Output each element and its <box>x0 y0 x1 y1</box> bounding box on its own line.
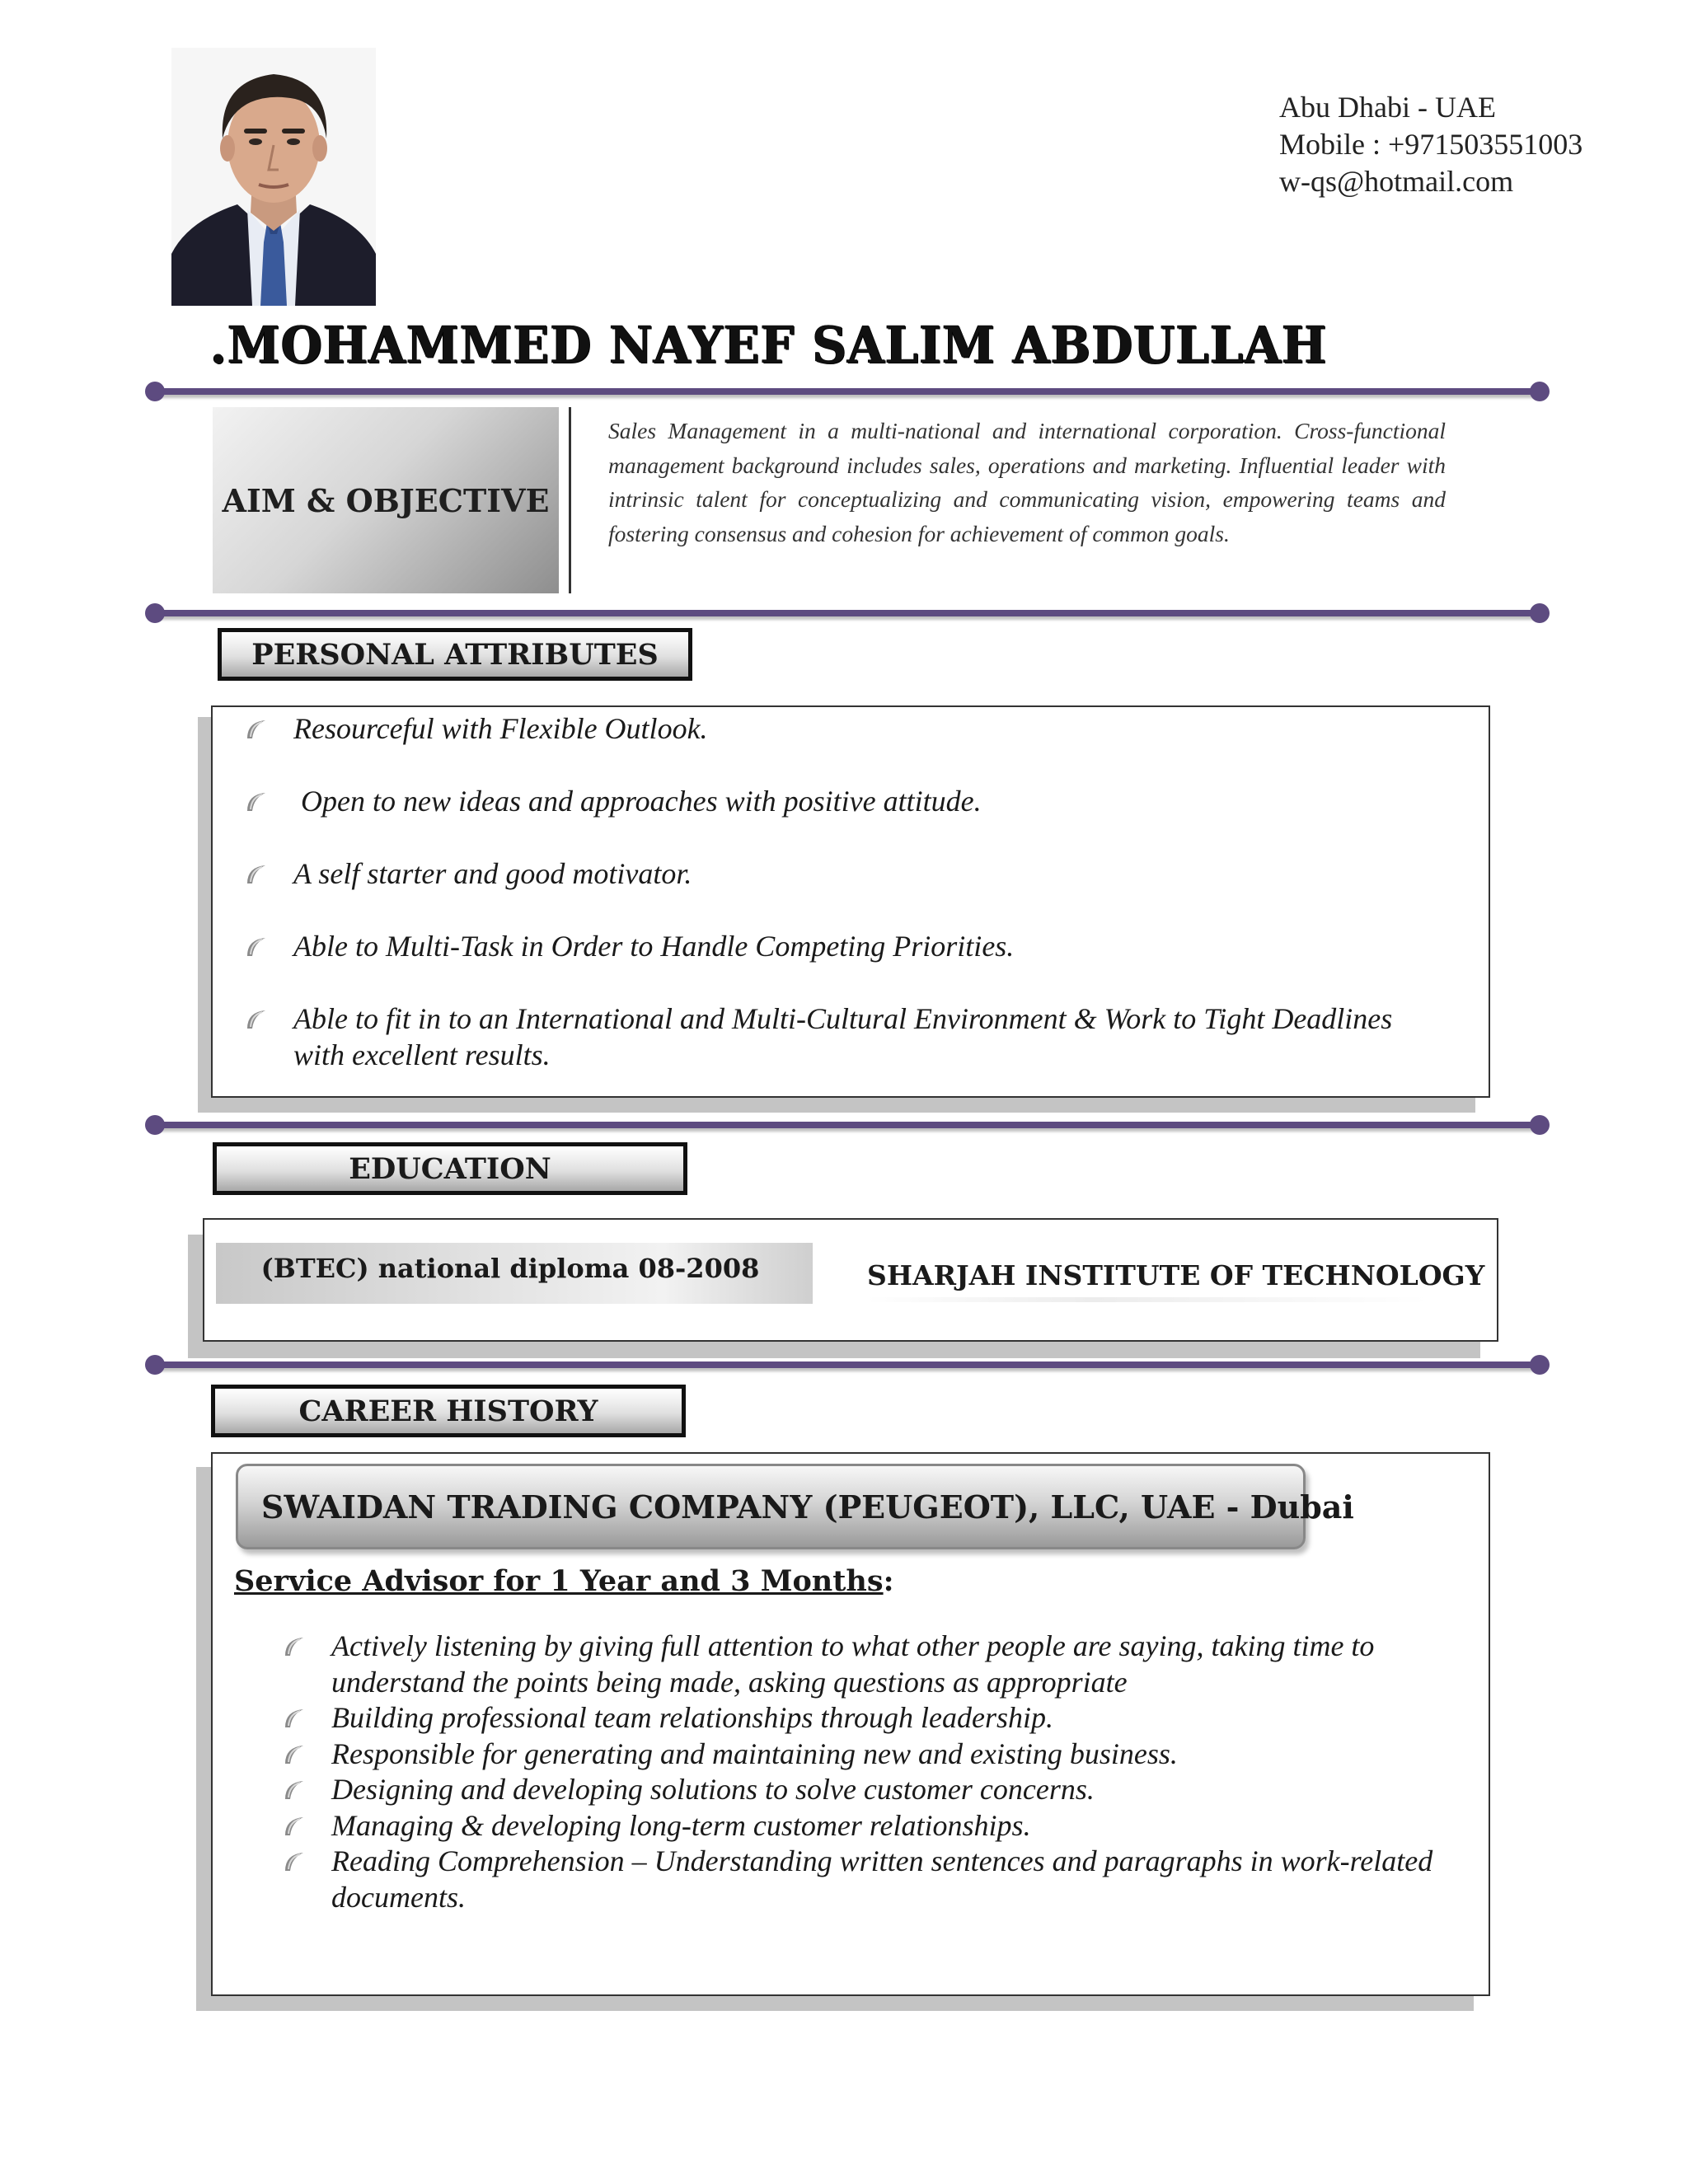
company-bar <box>236 1464 1354 1549</box>
list-item: A self starter and good motivator. <box>293 855 1447 892</box>
section-divider <box>157 1361 1538 1368</box>
list-item: Able to fit in to an International and Multi-Cultural Environment & Work to Tight Deadlines with excellent results. <box>293 1001 1447 1073</box>
company-name: SWAIDAN TRADING COMPANY (PEUGEOT), LLC, UAE - Dubai <box>261 1488 1354 1526</box>
aim-objective-label-box <box>213 407 559 593</box>
list-item: Resourceful with Flexible Outlook. <box>293 710 1447 747</box>
swirl-bullet-icon <box>244 931 269 956</box>
attributes-list <box>293 710 1447 1109</box>
person-portrait-icon <box>171 48 376 306</box>
divider-dot-left <box>145 1115 165 1135</box>
swirl-bullet-icon <box>244 859 269 883</box>
list-item: Actively listening by giving full attention to what other people are saying, taking time to understand the points being made, asking questions as appropriate <box>331 1629 1461 1700</box>
career-history-header <box>211 1385 686 1437</box>
swirl-bullet-icon <box>282 1704 307 1728</box>
section-divider <box>157 388 1538 395</box>
education-degree: (BTEC) national diploma 08-2008 <box>260 1253 760 1284</box>
swirl-bullet-icon <box>282 1740 307 1765</box>
aim-objective-text: Sales Management in a multi-national and international corporation. Cross-functional management background includes sales, operations and marketing. Influential leader with intrinsic talent for conceptualizing and communicating vision, empowering teams and fostering consensus and cohesion for achievement of common goals. <box>608 418 1446 546</box>
list-item: Managing & developing long-term customer relationships. <box>331 1808 1461 1844</box>
career-history-title: CAREER HISTORY <box>298 1394 598 1428</box>
divider-dot-right <box>1530 603 1550 623</box>
role-title <box>234 1564 894 1598</box>
divider-dot-right <box>1530 382 1550 401</box>
education-degree-bar <box>216 1243 813 1304</box>
contact-info <box>1279 89 1582 200</box>
role-title-colon: : <box>883 1564 894 1598</box>
swirl-bullet-icon <box>244 1004 269 1029</box>
swirl-bullet-icon <box>282 1847 307 1872</box>
role-title-text: Service Advisor for 1 Year and 3 Months <box>234 1564 884 1598</box>
education-header <box>213 1142 687 1195</box>
swirl-bullet-icon <box>244 714 269 738</box>
education-school-underline <box>867 1297 1428 1302</box>
divider-dot-left <box>145 1355 165 1375</box>
candidate-name: .MOHAMMED NAYEF SALIM ABDULLAH <box>210 315 1328 375</box>
divider-dot-left <box>145 382 165 401</box>
education-title: EDUCATION <box>349 1151 551 1186</box>
list-item: Reading Comprehension – Understanding written sentences and paragraphs in work-related documents. <box>331 1844 1461 1915</box>
swirl-bullet-icon <box>282 1632 307 1657</box>
list-item: Able to Multi-Task in Order to Handle Competing Priorities. <box>293 928 1447 964</box>
section-divider <box>157 1122 1538 1128</box>
list-item: Responsible for generating and maintaining new and existing business. <box>331 1736 1461 1773</box>
personal-attributes-title: PERSONAL ATTRIBUTES <box>251 637 659 672</box>
divider-dot-right <box>1530 1115 1550 1135</box>
swirl-bullet-icon <box>282 1775 307 1800</box>
divider-dot-left <box>145 603 165 623</box>
swirl-bullet-icon <box>244 786 269 811</box>
aim-vertical-rule <box>569 407 571 593</box>
list-item: Building professional team relationships through leadership. <box>331 1700 1461 1736</box>
duties-list <box>331 1629 1461 1915</box>
profile-photo <box>171 48 376 306</box>
divider-dot-right <box>1530 1355 1550 1375</box>
section-divider <box>157 610 1538 616</box>
aim-objective-title: AIM & OBJECTIVE <box>222 481 550 519</box>
list-item: Open to new ideas and approaches with positive attitude. <box>293 783 1447 819</box>
list-item: Designing and developing solutions to solve customer concerns. <box>331 1772 1461 1808</box>
contact-email[interactable]: w-qs@hotmail.com <box>1279 165 1514 198</box>
contact-mobile: Mobile : +971503551003 <box>1279 128 1583 161</box>
personal-attributes-header <box>218 628 692 681</box>
education-school: SHARJAH INSTITUTE OF TECHNOLOGY <box>867 1259 1485 1291</box>
swirl-bullet-icon <box>282 1811 307 1836</box>
contact-location: Abu Dhabi - UAE <box>1279 91 1496 124</box>
